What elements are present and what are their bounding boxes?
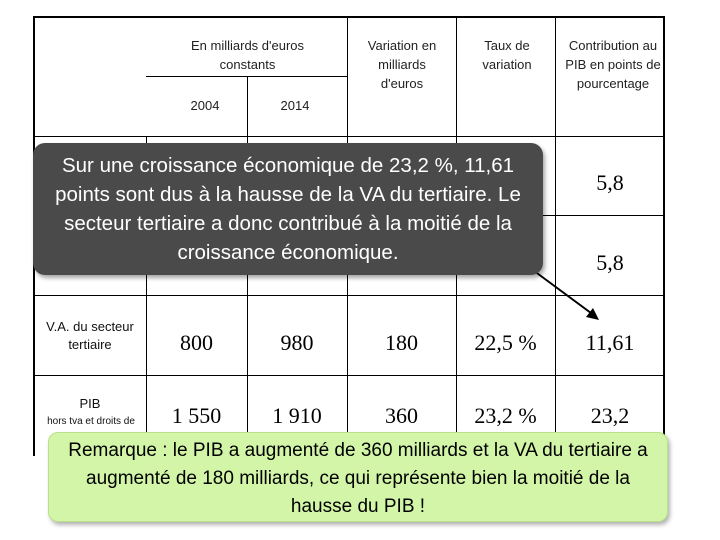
callout-box (33, 143, 543, 275)
cell-taux: 22,5 % (474, 330, 537, 355)
grid-line (146, 76, 347, 77)
grid-line (33, 375, 665, 376)
header-year-2004: 2004 (190, 98, 220, 113)
cell-value-2004: 800 (180, 330, 213, 355)
grid-line (555, 16, 556, 456)
grid-line (33, 136, 665, 137)
header-group: En milliards d'euros constants (190, 38, 305, 72)
header-contribution: Contribution au PIB en points de pourcentage (565, 38, 661, 91)
cell-variation: 360 (385, 403, 418, 428)
grid-line (663, 16, 665, 456)
cell-value-2004: 1 550 (171, 403, 222, 428)
cell-value-2014: 1 910 (272, 403, 322, 428)
cell-contribution: 5,8 (596, 250, 624, 275)
grid-line (33, 295, 665, 296)
remark-box (48, 432, 668, 522)
cell-contribution: 23,2 (590, 403, 630, 428)
remark-text: Remarque : le PIB a augmenté de 360 milliards et la VA du tertiaire a augmenté de 180 milliards, ce qui représente bien la moitié de la hausse du PIB ! (68, 440, 648, 517)
cell-contribution: 5,8 (596, 170, 624, 195)
header-variation: Variation en milliards d'euros (367, 38, 437, 91)
row-label: V.A. du secteur tertiaire (46, 319, 134, 352)
row-sublabel: hors tva et droits de (47, 416, 135, 427)
grid-line (33, 16, 665, 18)
header-taux: Taux de variation (482, 38, 532, 72)
header-year-2014: 2014 (280, 98, 310, 113)
cell-variation: 180 (385, 330, 418, 355)
row-label: PIB (79, 396, 101, 411)
callout-text: Sur une croissance économique de 23,2 %, 11,61 points sont dus à la hausse de la VA du tertiaire. Le secteur tertiaire a donc contribué à la moitié de la croissance économique. (55, 154, 521, 264)
cell-value-2014: 980 (280, 330, 314, 355)
cell-contribution: 11,61 (585, 330, 635, 355)
cell-taux: 23,2 % (474, 403, 537, 428)
